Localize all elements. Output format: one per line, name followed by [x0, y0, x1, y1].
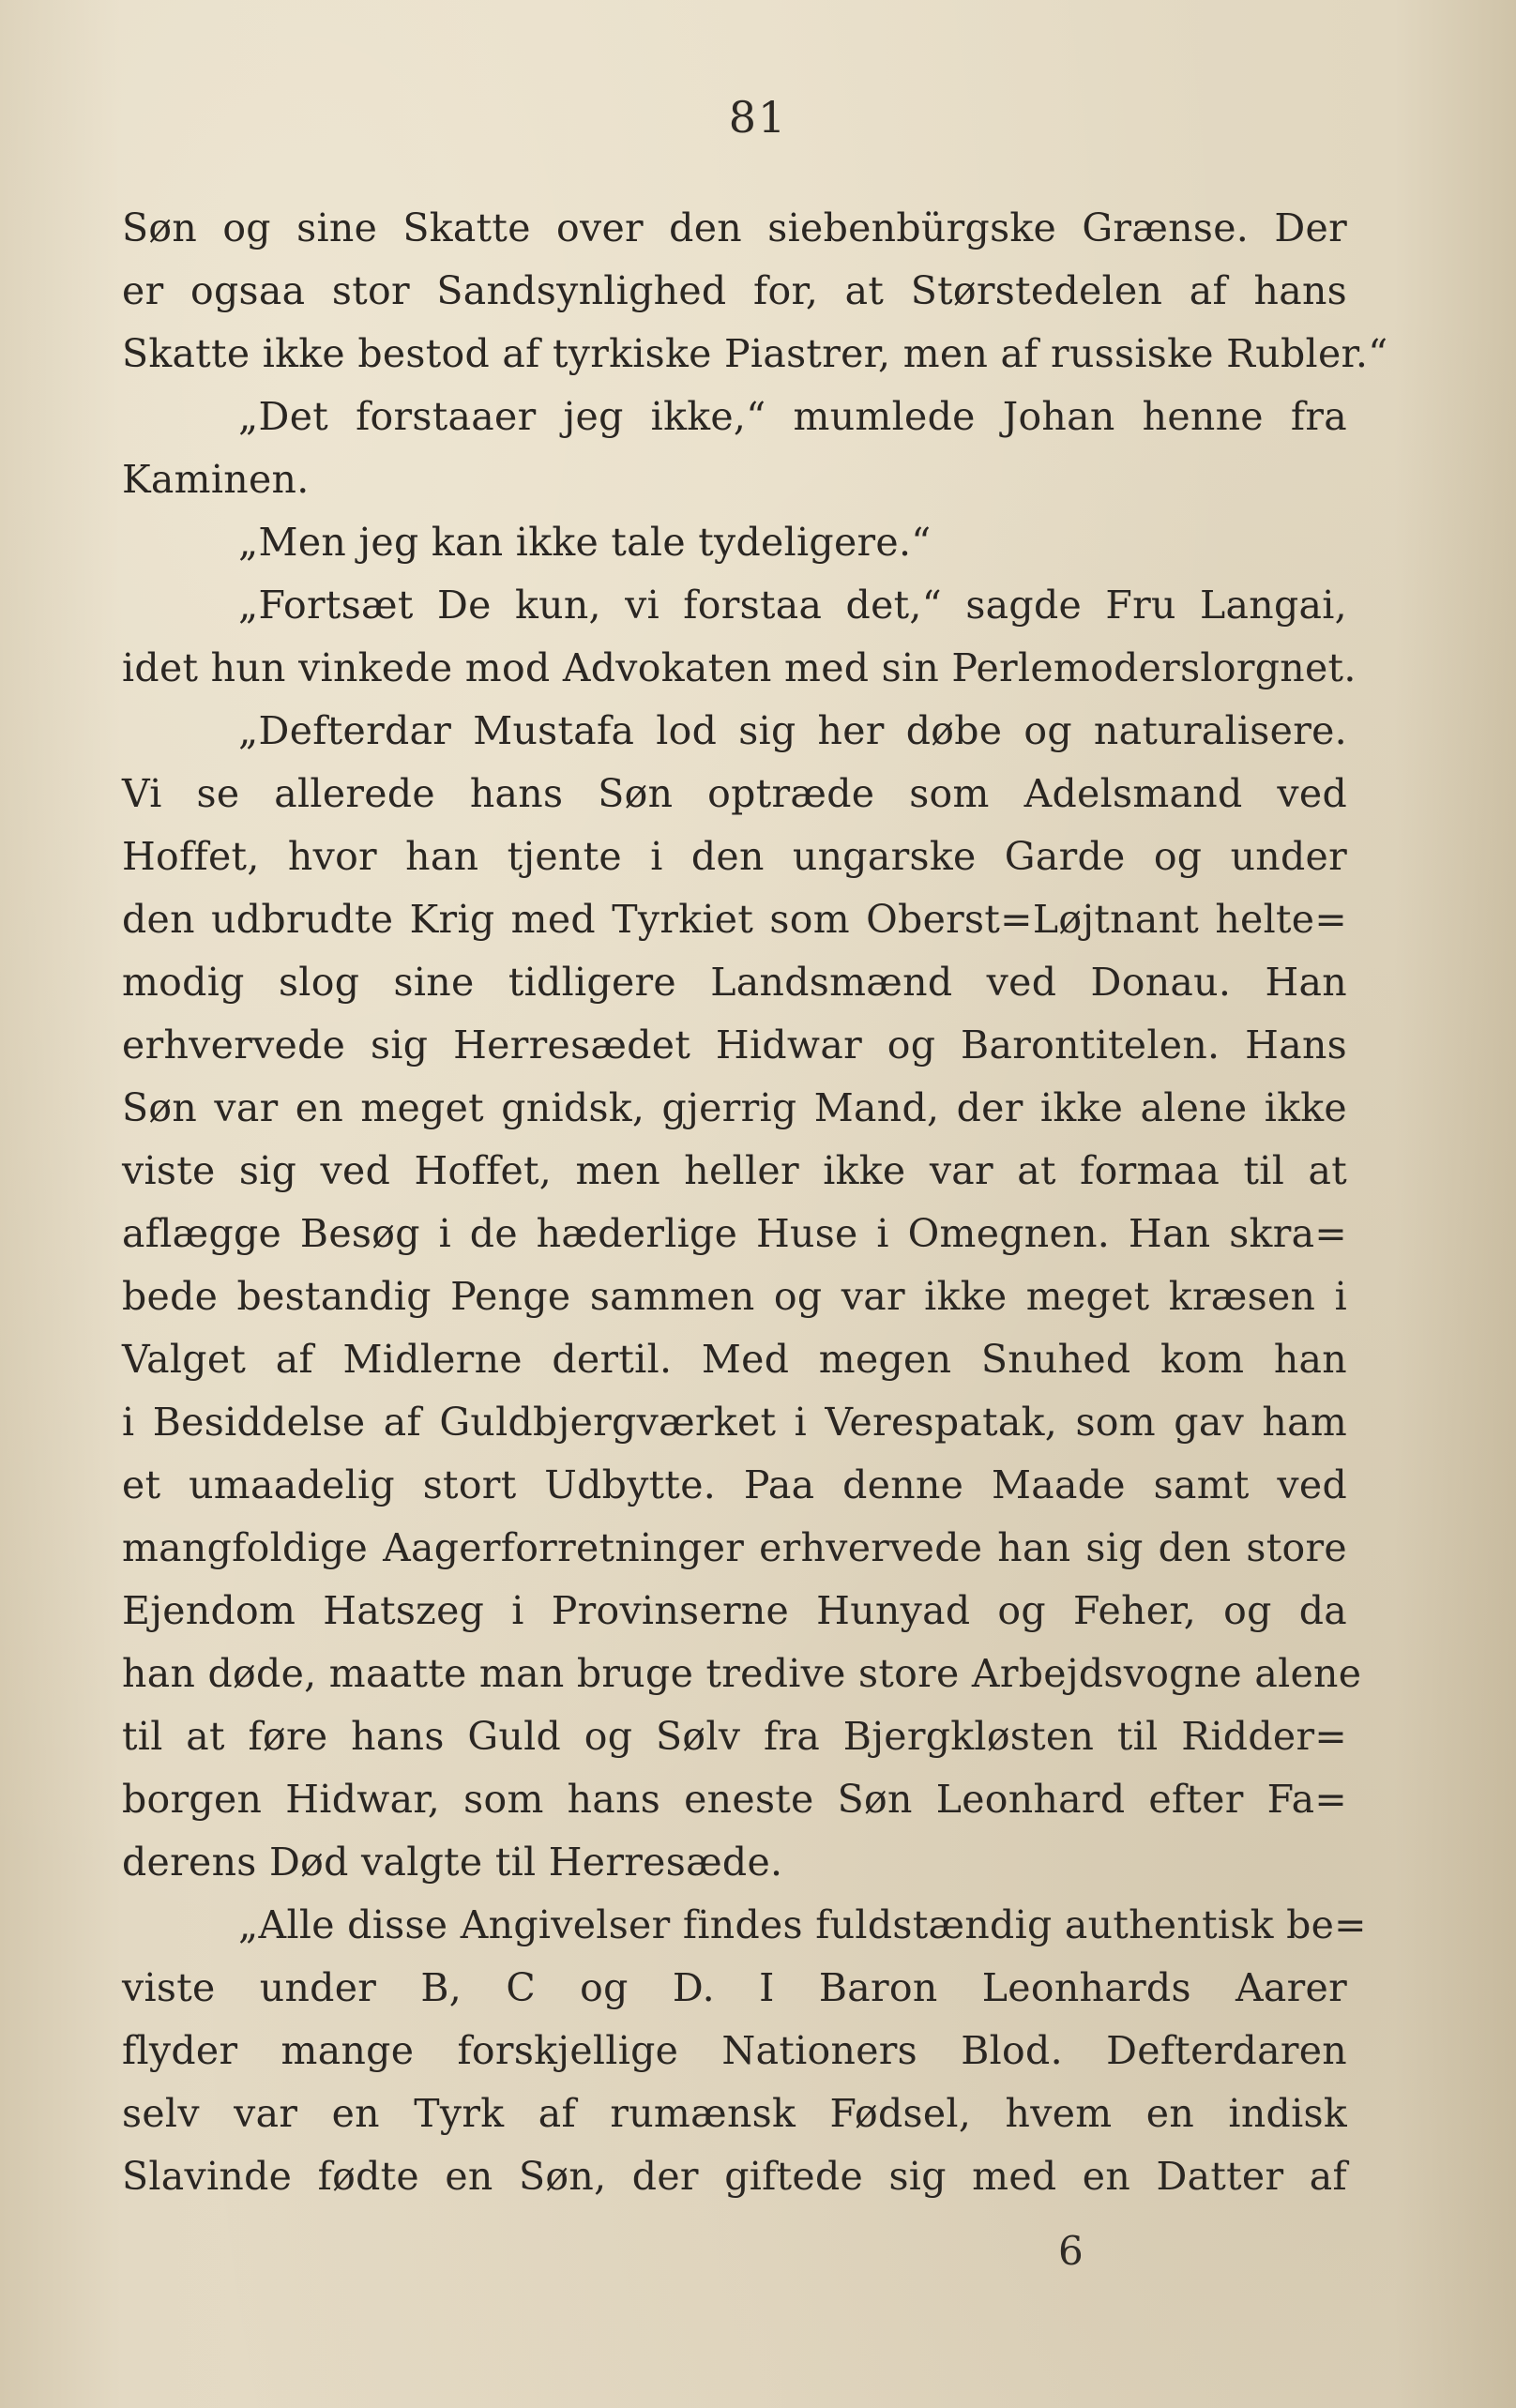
text-line: modig slog sine tidligere Landsmænd ved Donau. Han [122, 960, 1347, 1005]
text-line: Vi se allerede hans Søn optræde som Adelsmand ved [122, 771, 1347, 816]
signature-mark: 6 [1058, 2228, 1084, 2274]
text-line: er ogsaa stor Sandsynlighed for, at Størstedelen af hans [122, 268, 1347, 313]
text-line: Slavinde fødte en Søn, der giftede sig med en Datter af [122, 2154, 1347, 2199]
text-line: han døde, maatte man bruge tredive store Arbejdsvogne alene [122, 1651, 1362, 1696]
text-line: til at føre hans Guld og Sølv fra Bjergkløsten til Ridder= [122, 1714, 1347, 1759]
body-text [122, 197, 1388, 2208]
text-line: et umaadelig stort Udbytte. Paa denne Maade samt ved [122, 1462, 1347, 1507]
text-line: bede bestandig Penge sammen og var ikke meget kræsen i [122, 1274, 1347, 1319]
text-line: Ejendom Hatszeg i Provinserne Hunyad og Feher, og da [122, 1588, 1347, 1633]
page-number: 81 [728, 92, 788, 143]
text-line: den udbrudte Krig med Tyrkiet som Oberst=Løjtnant helte= [122, 897, 1347, 942]
text-line: Valget af Midlerne dertil. Med megen Snuhed kom han [122, 1337, 1347, 1382]
text-line: aflægge Besøg i de hæderlige Huse i Omegnen. Han skra= [122, 1211, 1347, 1256]
text-line: viste sig ved Hoffet, men heller ikke var at formaa til at [122, 1148, 1347, 1193]
text-line: mangfoldige Aagerforretninger erhvervede han sig den store [122, 1525, 1347, 1570]
text-line: Hoffet, hvor han tjente i den ungarske Garde og under [122, 834, 1347, 879]
text-line: „Men jeg kan ikke tale tydeligere.“ [238, 520, 932, 565]
text-line: derens Død valgte til Herresæde. [122, 1840, 783, 1885]
text-line: borgen Hidwar, som hans eneste Søn Leonhard efter Fa= [122, 1777, 1347, 1822]
text-line: „Det forstaaer jeg ikke,“ mumlede Johan henne fra [238, 394, 1347, 439]
text-line: selv var en Tyrk af rumænsk Fødsel, hvem en indisk [122, 2091, 1347, 2136]
text-line: Skatte ikke bestod af tyrkiske Piastrer, men af russiske Rubler.“ [122, 331, 1388, 376]
text-line: flyder mange forskjellige Nationers Blod. Defterdaren [122, 2028, 1347, 2073]
text-line: Søn og sine Skatte over den siebenbürgske Grænse. Der [122, 205, 1347, 250]
text-line: „Defterdar Mustafa lod sig her døbe og naturalisere. [238, 708, 1347, 753]
text-line: i Besiddelse af Guldbjergværket i Verespatak, som gav ham [122, 1400, 1347, 1445]
text-line: idet hun vinkede mod Advokaten med sin Perlemoderslorgnet. [122, 645, 1357, 690]
text-line: erhvervede sig Herresædet Hidwar og Barontitelen. Hans [122, 1022, 1347, 1068]
text-line: Kaminen. [122, 457, 310, 502]
text-line: viste under B, C og D. I Baron Leonhards Aarer [122, 1965, 1347, 2010]
text-line: „Alle disse Angivelser findes fuldstændig authentisk be= [238, 1902, 1367, 1947]
text-line: „Fortsæt De kun, vi forstaa det,“ sagde Fru Langai, [238, 583, 1347, 628]
text-line: Søn var en meget gnidsk, gjerrig Mand, der ikke alene ikke [122, 1085, 1347, 1130]
